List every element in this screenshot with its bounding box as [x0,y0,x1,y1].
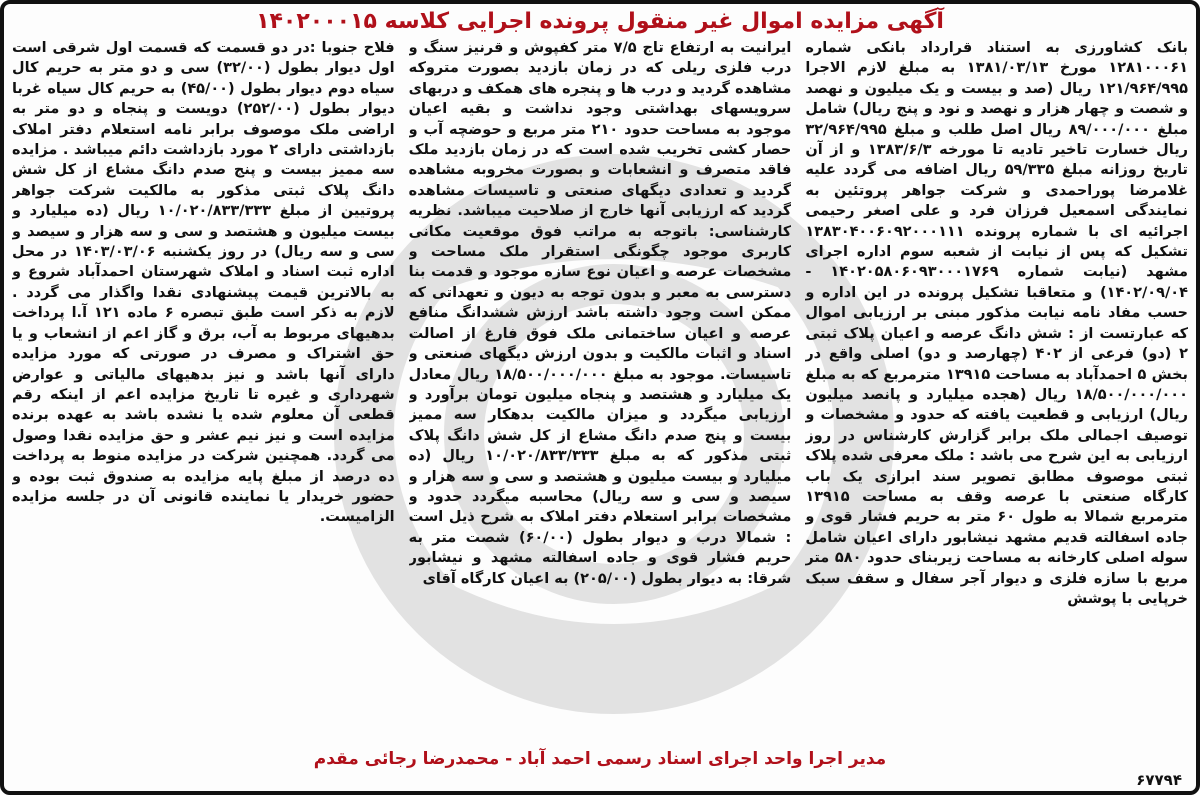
column-middle-text: ایرانیت به ارتفاع تاج ۷/۵ متر کفپوش و قرنیز سنگ و درب فلزی ریلی که در زمان بازدید بصورت متروکه مشاهده گردید و درب ها و پنجره های همکف و دربهای سرویسهای بهداشتی وجود نداشت و بقیه اعیان موجود به مساحت حدود ۲۱۰ متر مربع و حوضچه آب و حصار کشی تخریب شده است که در زمان بازدید ملک فاقد متصرف و انشعابات و بصورت مخروبه مشاهده گردید و تعدادی دیگهای صنعتی و تاسیسات مشاهده گردید که ارزیابی آنها خارج از صلاحیت میباشد. نظریه کارشناسی: باتوجه به مراتب فوق موقعیت مکانی کاربری موجود چگونگی استقرار ملک مساحت و مشخصات عرصه و اعیان نوع سازه موجود و قدمت بنا دسترسی به معبر و بدون توجه به دیون و تعهداتی که ممکن است وجود داشته باشد ارزش ششدانگ منافع عرصه و اعیان ساختمانی ملک فوق فارغ از اصالت اسناد و اثبات مالکیت و بدون ارزش دیگهای صنعتی و تاسیسات. موجود به مبلغ ۱۸/۵۰۰/۰۰۰/۰۰۰ ریال معادل یک میلیارد و هشتصد و پنجاه میلیون تومان برآورد و ارزیابی میگردد و میزان مالکیت بدهکار سه ممیز بیست و پنج صدم دانگ مشاع از کل شش دانگ پلاک ثبتی مذکور که به مبلغ ۱۰/۰۲۰/۸۳۳/۳۳۳ ریال (ده میلیارد و بیست میلیون و هشتصد و سی و سه هزار و سیصد و سی و سه ریال) محاسبه میگردد حدود و مشخصات برابر استعلام دفتر املاک به شرح ذیل است : شمالا درب و دیوار بطول (۶۰/۰۰) شصت متر به حریم فشار قوی و جاده اسفالته مشهد و نیشابور شرقا: به دیوار بطول (۲۰۵/۰۰) به اعیان کارگاه آقای [408,40,792,587]
column-right-text: بانک کشاورزی به استناد قرارداد بانکی شماره ۱۲۸۱۰۰۰۶۱ مورخ ۱۳۸۱/۰۳/۱۳ به مبلغ لازم الاجرا ۱۲۱/۹۶۴/۹۹۵ ریال (صد و بیست و یک میلیون و نهصد و شصت و چهار هزار و نهصد و نود و پنج ریال) شامل مبلغ ۸۹/۰۰۰/۰۰۰ ریال اصل طلب و مبلغ ۳۲/۹۶۴/۹۹۵ ریال خسارت تاخیر تادیه تا مورخه ۱۳۸۳/۶/۳ و از آن تاریخ روزانه مبلغ ۵۹/۳۳۵ ریال اضافه می گردد علیه غلامرضا پوراحمدی و شرکت جواهر پروتئین به نمایندگی اسمعیل فرزان فرد و علی اصغر رحیمی اجرائیه ای با شماره پرونده ۱۳۸۳۰۴۰۰۶۰۹۲۰۰۰۱۱۱ تشکیل که پس از نیابت از شعبه سوم اداره اجرای مشهد (نیابت شماره ۱۴۰۲۰۵۸۰۶۰۹۳۰۰۰۱۷۶۹ - ۱۴۰۲/۰۹/۰۴) و متعاقبا تشکیل پرونده در این اداره و حسب مفاد نامه نیابت مذکور مبنی بر ارزیابی اموال که عبارتست از : شش دانگ عرصه و اعیان پلاک ثبتی ۲ (دو) فرعی از ۴۰۲ (چهارصد و دو) اصلی واقع در بخش ۵ احمدآباد به مساحت ۱۳۹۱۵ مترمربع که به مبلغ ۱۸/۵۰۰/۰۰۰/۰۰۰ ریال (هجده میلیارد و پانصد میلیون ریال) ارزیابی و قطعیت یافته که حدود و مشخصات و توصیف اجمالی ملک برابر گزارش کارشناس در روز ارزیابی به این شرح می باشد : ملک معرفی شده پلاک ثبتی موصوف مطابق تصویر سند ابرازی یک باب کارگاه صنعتی با عرصه وقف به مساحت ۱۳۹۱۵ مترمربع شمالا به طول ۶۰ متر به حریم فشار قوی و جاده اسفالته قدیم مشهد نیشابور دارای اعیان شامل سوله اصلی کارخانه به مساحت زیربنای حدود ۵۸۰ متر مربع با سازه فلزی و دیوار آجر سفال و سقف سبک خرپایی با پوشش [805,40,1188,607]
notice-body [12,38,1188,746]
notice-code: ۶۷۷۹۴ [1136,771,1182,789]
notice-title: آگهی مزایده اموال غیر منقول پرونده اجرایی کلاسه ۱۴۰۲۰۰۰۱۵ [256,9,944,34]
column-right [805,38,1188,746]
signature-line: مدیر اجرا واحد اجرای اسناد رسمی احمد آباد - محمدرضا رجائی مقدم [313,749,887,769]
column-left [12,38,395,746]
column-middle [409,38,792,746]
column-left-text: فلاح جنوبا :در دو قسمت که قسمت اول شرقی است اول دیوار بطول (۳۲/۰۰) سی و دو متر به حریم کال سیاه دوم دیوار بطول (۴۵/۰۰) به حریم کال سیاه غربا دیوار بطول (۲۵۲/۰۰) دویست و پنجاه و دو متر به اراضی ملک موصوف برابر نامه استعلام دفتر املاک بازداشتی دارای ۲ مورد بازداشت دائم میباشد . مزایده سه ممیز بیست و پنج صدم دانگ مشاع از کل شش دانگ پلاک ثبتی مذکور به مالکیت شرکت جواهر پروتیین از مبلغ ۱۰/۰۲۰/۸۳۳/۳۳۳ ریال (ده میلیارد و بیست میلیون و هشتصد و سی و سه هزار و سیصد و سی و سه ریال) در روز یکشنبه ۱۴۰۳/۰۳/۰۶ در محل اداره ثبت اسناد و املاک شهرستان احمدآباد شروع و به بالاترین قیمت پیشنهادی نقدا واگذار می گردد . لازم به ذکر است طبق تبصره ۶ ماده ۱۲۱ آ.ا پرداخت بدهیهای مربوط به آب، برق و گاز اعم از انشعاب و یا حق اشتراک و مصرف در صورتی که مورد مزایده دارای آنها باشد و نیز بدهیهای مالیاتی و عوارض شهرداری و غیره تا تاریخ مزایده اعم از اینکه رقم قطعی آن معلوم شده یا نشده باشد به عهده برنده مزایده است و نیز نیم عشر و حق مزایده نقدا وصول می گردد. همچنین شرکت در مزایده منوط به پرداخت ده درصد از مبلغ پایه مزایده به صندوق ثبت بوده و حضور خریدار یا نماینده قانونی آن در جلسه مزایده الزامیست. [11,40,395,526]
